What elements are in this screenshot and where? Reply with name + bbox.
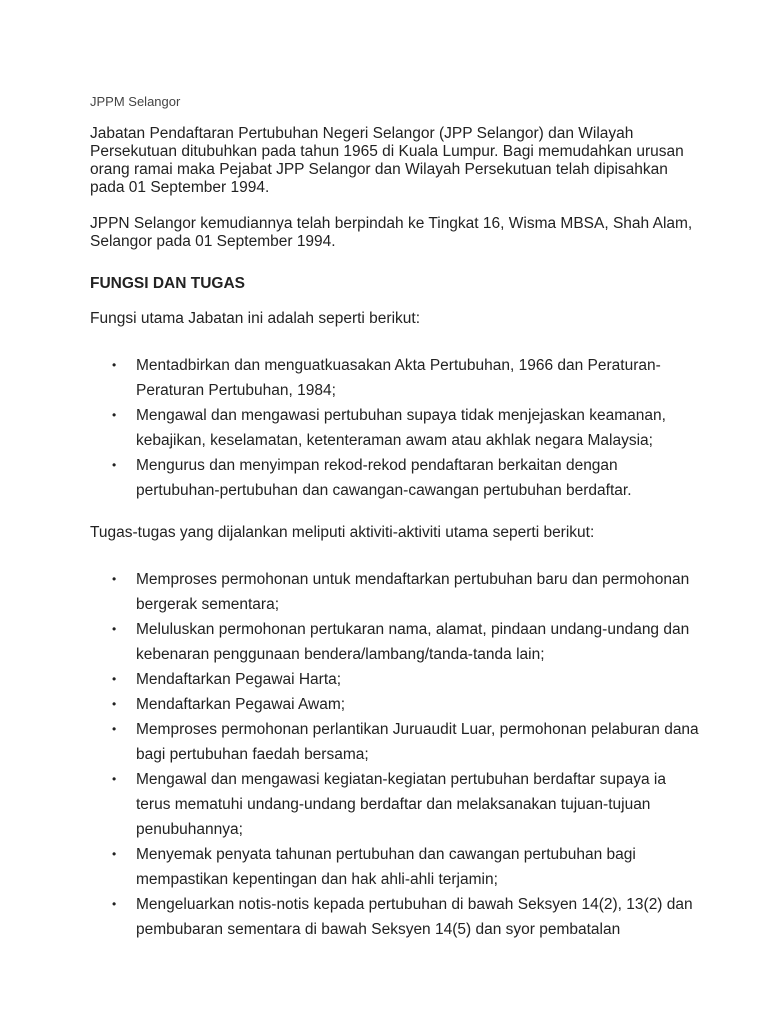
bullet-icon: • — [112, 672, 117, 686]
list-item-text: Mendaftarkan Pegawai Harta; — [136, 671, 342, 688]
list-item — [90, 667, 700, 692]
bullet-icon: • — [112, 722, 117, 736]
list-item-text: Mengurus dan menyimpan rekod-rekod pendaftaran berkaitan dengan pertubuhan-pertubuhan dan cawangan-cawangan pertubuhan berdaftar. — [136, 457, 632, 499]
list-item — [90, 617, 700, 667]
section-heading: FUNGSI DAN TUGAS — [90, 275, 245, 292]
list-item-text: Mentadbirkan dan menguatkuasakan Akta Pertubuhan, 1966 dan Peraturan-Peraturan Pertubuhan, 1984; — [136, 357, 661, 399]
list-item-text: Memproses permohonan perlantikan Juruaudit Luar, permohonan pelaburan dana bagi pertubuhan faedah bersama; — [136, 721, 699, 763]
bullet-icon: • — [112, 847, 117, 861]
list-item-text: Meluluskan permohonan pertukaran nama, alamat, pindaan undang-undang dan kebenaran penggunaan bendera/lambang/tanda-tanda lain; — [136, 621, 690, 663]
page-header-label: JPPM Selangor — [90, 94, 181, 109]
list-item — [90, 892, 700, 942]
bullet-icon: • — [112, 697, 117, 711]
list-item — [90, 403, 700, 453]
document-body — [90, 125, 700, 942]
list-item-text: Mendaftarkan Pegawai Awam; — [136, 696, 346, 713]
fungsi-list — [90, 353, 700, 503]
list-item — [90, 692, 700, 717]
list-item — [90, 353, 700, 403]
bullet-icon: • — [112, 772, 117, 786]
list-item — [90, 767, 700, 842]
list-item — [90, 717, 700, 767]
list-item-text: Mengeluarkan notis-notis kepada pertubuhan di bawah Seksyen 14(2), 13(2) dan pembubaran sementara di bawah Seksyen 14(5) dan syor pembatalan — [136, 896, 693, 938]
fungsi-lead-text: Fungsi utama Jabatan ini adalah seperti berikut: — [90, 310, 421, 327]
intro-paragraph: Jabatan Pendaftaran Pertubuhan Negeri Selangor (JPP Selangor) dan Wilayah Persekutuan ditubuhkan pada tahun 1965 di Kuala Lumpur. Bagi memudahkan urusan orang ramai maka Pejabat JPP Selangor dan Wilayah Persekutuan telah dipisahkan pada 01 September 1994. — [90, 125, 684, 196]
list-item — [90, 567, 700, 617]
tugas-lead-text: Tugas-tugas yang dijalankan meliputi aktiviti-aktiviti utama seperti berikut: — [90, 524, 595, 541]
list-item-text: Menyemak penyata tahunan pertubuhan dan cawangan pertubuhan bagi mempastikan kepentingan dan hak ahli-ahli terjamin; — [136, 846, 636, 888]
list-item-text: Mengawal dan mengawasi pertubuhan supaya tidak menjejaskan keamanan, kebajikan, keselamatan, ketenteraman awam atau akhlak negara Malaysia; — [136, 407, 666, 449]
bullet-icon: • — [112, 358, 117, 372]
bullet-icon: • — [112, 458, 117, 472]
list-item-text: Mengawal dan mengawasi kegiatan-kegiatan pertubuhan berdaftar supaya ia terus mematuhi undang-undang berdaftar dan melaksanakan tujuan-tujuan penubuhannya; — [136, 771, 666, 838]
list-item — [90, 842, 700, 892]
list-item — [90, 453, 700, 503]
list-item-text: Memproses permohonan untuk mendaftarkan pertubuhan baru dan permohonan bergerak sementara; — [136, 571, 690, 613]
bullet-icon: • — [112, 897, 117, 911]
relocation-paragraph: JPPN Selangor kemudiannya telah berpindah ke Tingkat 16, Wisma MBSA, Shah Alam, Selangor pada 01 September 1994. — [90, 215, 693, 250]
bullet-icon: • — [112, 572, 117, 586]
tugas-list — [90, 567, 700, 942]
bullet-icon: • — [112, 622, 117, 636]
bullet-icon: • — [112, 408, 117, 422]
